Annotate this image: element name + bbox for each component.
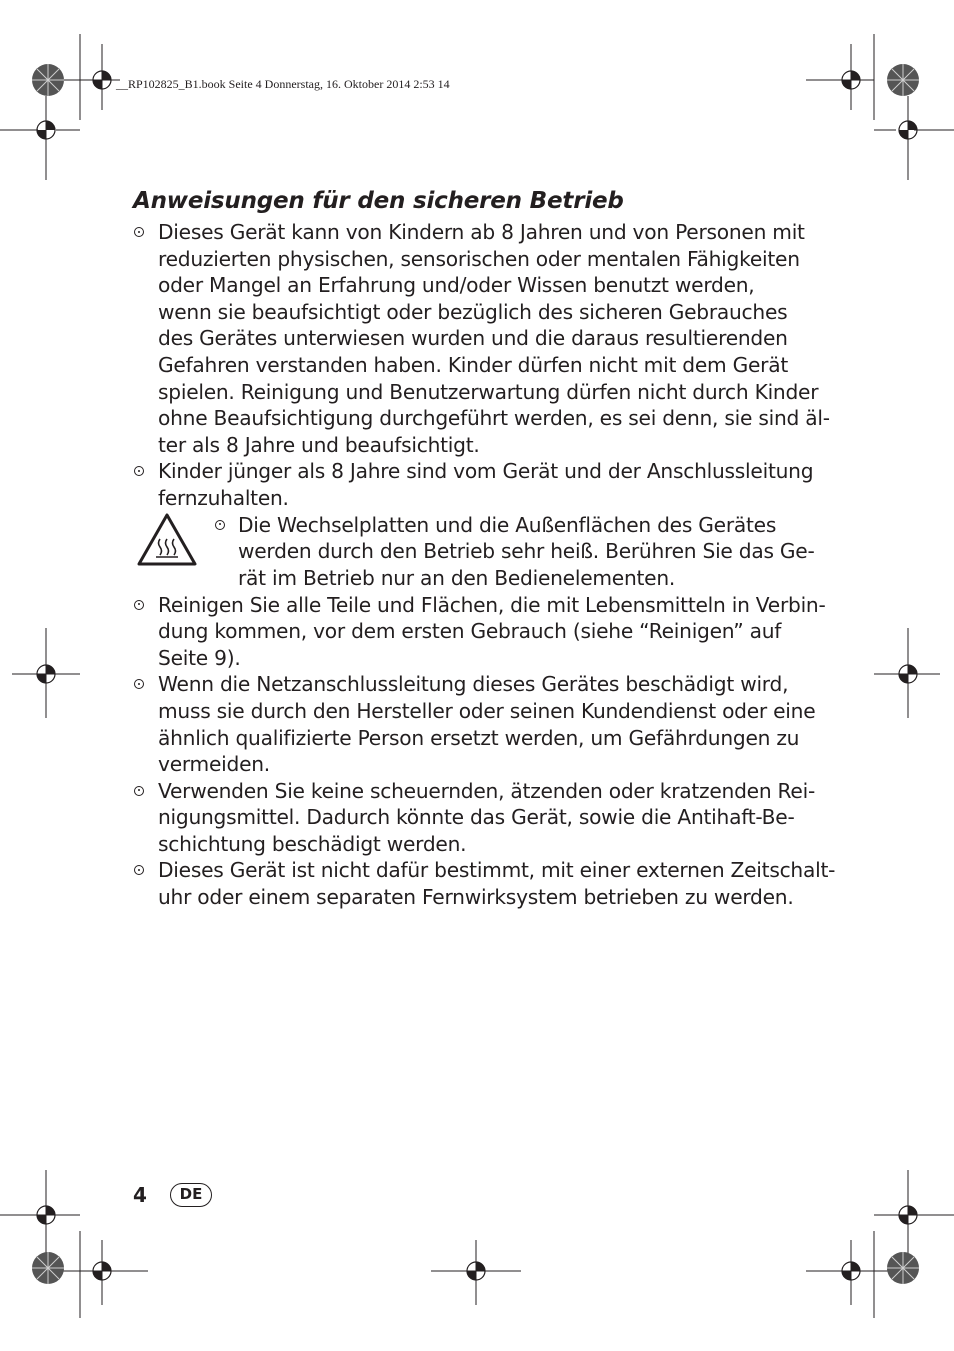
text-line: nigungsmittel. Dadurch könnte das Gerät, sowie die Antihaft-Be- [158,805,795,830]
text-line: muss sie durch den Hersteller oder seinen Kundendienst oder eine [158,698,816,723]
text-line: vermeiden. [158,752,270,777]
hot-surface-warning-icon [136,512,198,572]
text-line: Verwenden Sie keine scheuernden, ätzenden oder kratzenden Rei- [158,778,815,803]
page-number: 4 [133,1183,147,1207]
section-title: Anweisungen für den sicheren Betrieb [133,188,624,214]
text-line: fernzuhalten. [158,485,289,510]
bullet-icon [134,679,144,689]
instruction-list [133,219,830,512]
text-line: Dieses Gerät kann von Kindern ab 8 Jahren und von Personen mit [158,220,805,244]
list-item [133,592,826,672]
list-item [133,778,813,858]
instruction-list [133,592,836,911]
text-line: oder Mangel an Erfahrung und/oder Wissen benutzt werden, [158,273,755,298]
bullet-icon [215,520,225,530]
list-item [133,671,816,777]
list-item [133,219,830,458]
bullet-icon [134,227,144,237]
language-badge: DE [170,1183,212,1207]
hot-surface-warning [133,512,813,592]
text-line: ähnlich qualifizierte Person ersetzt werden, um Gefährdungen zu [158,725,800,750]
text-line: schichtung beschädigt werden. [158,831,467,856]
warning-item [215,512,814,592]
print-slug: __RP102825_B1.book Seite 4 Donnerstag, 16. Oktober 2014 2:53 14 [116,77,450,91]
bullet-icon [134,600,144,610]
text-line: Wenn die Netzanschlussleitung dieses Gerätes beschädigt wird, [158,672,789,697]
text-line: wenn sie beaufsichtigt oder bezüglich des sicheren Gebrauches [158,299,788,324]
text-line: Dieses Gerät ist nicht dafür bestimmt, mit einer externen Zeitschalt- [158,858,836,883]
text-line: Reinigen Sie alle Teile und Flächen, die mit Lebensmitteln in Verbin- [158,592,826,617]
text-line: ter als 8 Jahre und beaufsichtigt. [158,432,480,457]
text-line: Seite 9). [158,645,241,670]
text-line: werden durch den Betrieb sehr heiß. Berühren Sie das Ge- [238,539,815,564]
text-line: Gefahren verstanden haben. Kinder dürfen nicht mit dem Gerät [158,352,789,377]
text-line: dung kommen, vor dem ersten Gebrauch (siehe “Reinigen” auf [158,619,782,644]
text-line: spielen. Reinigung und Benutzerwartung dürfen nicht durch Kinder [158,379,819,404]
bullet-icon [134,466,144,476]
safety-section [133,183,836,911]
text-line: uhr oder einem separaten Fernwirksystem betrieben zu werden. [158,885,794,910]
list-item [133,857,836,910]
text-line: reduzierten physischen, sensorischen oder mentalen Fähigkeiten [158,246,800,271]
text-line: rät im Betrieb nur an den Bedienelementen. [238,565,676,590]
bullet-icon [134,865,144,875]
text-line: ohne Beaufsichtigung durchgeführt werden, es sei denn, sie sind äl- [158,406,830,431]
text-line: des Gerätes unterwiesen wurden und die daraus resultierenden [158,326,788,351]
list-item [133,458,813,511]
text-line: Die Wechselplatten und die Außenflächen des Gerätes [238,512,777,537]
text-line: Kinder jünger als 8 Jahre sind vom Gerät und der Anschlussleitung [158,459,814,484]
bullet-icon [134,786,144,796]
